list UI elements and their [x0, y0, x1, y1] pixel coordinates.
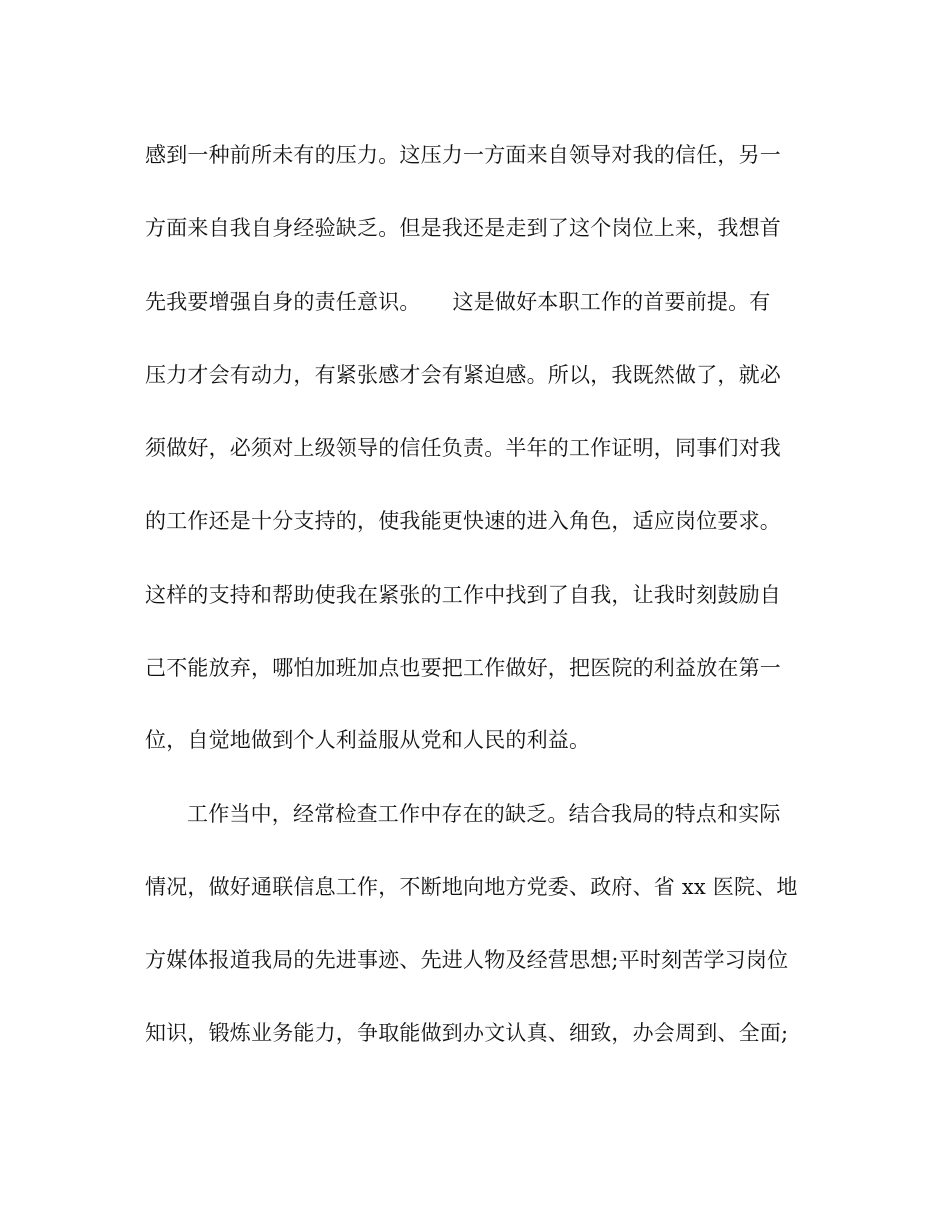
paragraph-line: 压力才会有动力，有紧张感才会有紧迫感。所以，我既然做了，就必: [145, 363, 781, 387]
paragraph-line: 方媒体报道我局的先进事迹、先进人物及经营思想;平时刻苦学习岗位: [145, 948, 789, 972]
paragraph-line: 方面来自我自身经验缺乏。但是我还是走到了这个岗位上来，我想首: [145, 216, 781, 240]
paragraph-line: 感到一种前所未有的压力。这压力一方面来自领导对我的信任，另一: [145, 143, 781, 167]
paragraph-line: 须做好，必须对上级领导的信任负责。半年的工作证明，同事们对我: [145, 436, 781, 460]
paragraph-line: 己不能放弃，哪怕加班加点也要把工作做好，把医院的利益放在第一: [145, 656, 781, 680]
paragraph-line: 位，自觉地做到个人利益服从党和人民的利益。: [145, 728, 591, 752]
paragraph-line: 这样的支持和帮助使我在紧张的工作中找到了自我，让我时刻鼓励自: [145, 583, 781, 607]
paragraph-line: 情况，做好通联信息工作，不断地向地方党委、政府、省 xx 医院、地: [145, 875, 798, 899]
paragraph-line: 工作当中，经常检查工作中存在的缺乏。结合我局的特点和实际: [187, 802, 781, 826]
paragraph-line: 知识，锻炼业务能力，争取能做到办文认真、细致，办会周到、全面;: [145, 1021, 789, 1045]
paragraph-line: 先我要增强自身的责任意识。 这是做好本职工作的首要前提。有: [145, 290, 771, 314]
paragraph-line: 的工作还是十分支持的，使我能更快速的进入角色，适应岗位要求。: [145, 509, 781, 533]
